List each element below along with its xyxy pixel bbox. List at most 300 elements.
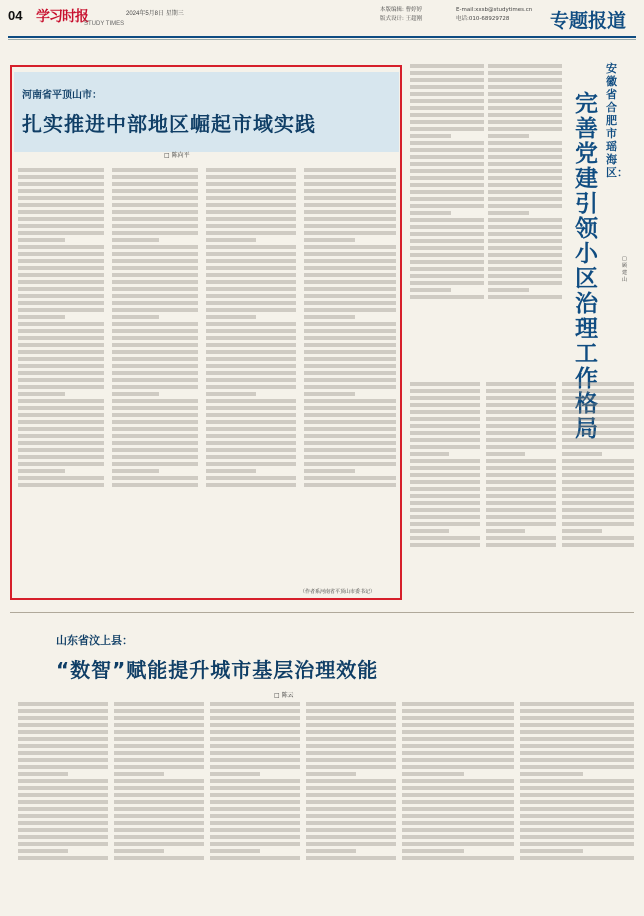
body-text-line (18, 350, 104, 354)
body-text-line (410, 389, 480, 393)
body-text-line (402, 737, 514, 741)
body-text-line (304, 189, 396, 193)
body-text-line (410, 267, 484, 271)
body-text-line (488, 218, 562, 222)
body-text-line (112, 343, 198, 347)
body-text-line (562, 438, 634, 442)
body-text-line (18, 371, 104, 375)
body-text-line (304, 210, 396, 214)
body-text-line (114, 737, 204, 741)
body-text-line (206, 413, 296, 417)
body-text-line (562, 410, 634, 414)
body-text-line (306, 751, 396, 755)
body-text-line (410, 288, 451, 292)
body-text-line (410, 452, 449, 456)
body-text-line (18, 455, 104, 459)
body-text-line (520, 828, 634, 832)
body-text-line (562, 459, 634, 463)
body-text-line (210, 793, 300, 797)
body-text-line (402, 849, 464, 853)
body-text-line (410, 480, 480, 484)
body-text-line (206, 364, 296, 368)
body-text-line (486, 431, 556, 435)
body-text-line (304, 406, 396, 410)
body-text-line (206, 469, 256, 473)
body-text-line (488, 183, 562, 187)
body-text-line (206, 196, 296, 200)
masthead-english: STUDY TIMES (84, 21, 125, 27)
body-text-line (520, 730, 634, 734)
body-text-line (114, 765, 204, 769)
body-text-line (206, 434, 296, 438)
body-text-line (410, 134, 451, 138)
body-text-line (562, 501, 634, 505)
body-text-line (410, 71, 484, 75)
body-text-line (306, 758, 396, 762)
body-text-line (488, 211, 529, 215)
body-text-line (488, 71, 562, 75)
article2-kicker: 安徽省合肥市瑶海区： (606, 62, 628, 179)
body-text-line (562, 494, 634, 498)
body-text-line (18, 434, 104, 438)
body-text-line (562, 417, 634, 421)
body-text-line (402, 786, 514, 790)
body-text-line (114, 828, 204, 832)
body-text-line (112, 336, 198, 340)
body-text-line (18, 441, 104, 445)
body-text-line (18, 364, 104, 368)
body-text-line (210, 744, 300, 748)
body-text-line (304, 224, 396, 228)
body-text-line (112, 203, 198, 207)
body-text-line (206, 259, 296, 263)
body-text-line (410, 494, 480, 498)
body-text-line (306, 765, 396, 769)
body-text-line (206, 217, 296, 221)
body-text-line (206, 322, 296, 326)
body-text-line (112, 175, 198, 179)
body-text-line (18, 385, 104, 389)
body-text-line (520, 821, 634, 825)
body-text-line (112, 441, 198, 445)
designer-line: 版式设计: 王超刚 (380, 16, 423, 22)
body-text-line (18, 294, 104, 298)
body-text-line (210, 758, 300, 762)
body-text-line (304, 413, 396, 417)
body-text-line (306, 821, 396, 825)
body-text-line (112, 259, 198, 263)
body-text-line (112, 189, 198, 193)
body-text-line (18, 231, 104, 235)
body-text-line (206, 350, 296, 354)
body-text-line (402, 758, 514, 762)
body-text-line (18, 343, 104, 347)
body-text-line (112, 462, 198, 466)
body-text-line (206, 406, 296, 410)
body-text-line (520, 800, 634, 804)
body-text-line (18, 315, 65, 319)
body-text-line (112, 231, 198, 235)
article3-byline: □ 陈云 (274, 692, 294, 699)
body-text-line (112, 476, 198, 480)
body-text-line (18, 448, 104, 452)
issue-date: 2024年5月8日 星期三 (126, 11, 184, 17)
body-text-line (486, 487, 556, 491)
body-text-line (488, 155, 562, 159)
body-text-line (562, 480, 634, 484)
body-text-line (488, 190, 562, 194)
body-text-line (206, 378, 296, 382)
body-text-line (114, 772, 164, 776)
body-text-line (410, 127, 484, 131)
body-text-line (402, 723, 514, 727)
body-text-line (18, 751, 108, 755)
body-text-line (206, 399, 296, 403)
body-text-line (562, 529, 602, 533)
body-text-line (114, 842, 204, 846)
body-text-line (18, 800, 108, 804)
body-text-line (210, 702, 300, 706)
body-text-line (112, 308, 198, 312)
body-text-line (562, 424, 634, 428)
body-text-line (112, 483, 198, 487)
body-text-line (304, 364, 396, 368)
article1-body-column (112, 166, 198, 586)
body-text-line (410, 445, 480, 449)
body-text-line (112, 315, 159, 319)
body-text-line (488, 99, 562, 103)
body-text-line (402, 751, 514, 755)
body-text-line (410, 246, 484, 250)
body-text-line (18, 196, 104, 200)
body-text-line (304, 266, 396, 270)
body-text-line (18, 406, 104, 410)
body-text-line (562, 396, 634, 400)
email-line: E-mail:xxsb@studytimes.cn (456, 7, 533, 13)
body-text-line (112, 287, 198, 291)
body-text-line (410, 120, 484, 124)
body-text-line (210, 849, 260, 853)
body-text-line (402, 821, 514, 825)
body-text-line (410, 92, 484, 96)
body-text-line (562, 515, 634, 519)
article3-body-column (402, 700, 514, 910)
body-text-line (206, 483, 296, 487)
body-text-line (304, 476, 396, 480)
body-text-line (304, 238, 355, 242)
body-text-line (114, 807, 204, 811)
body-text-line (520, 849, 583, 853)
body-text-line (18, 189, 104, 193)
body-text-line (206, 287, 296, 291)
body-text-line (18, 378, 104, 382)
body-text-line (488, 204, 562, 208)
body-text-line (488, 246, 562, 250)
body-text-line (18, 709, 108, 713)
body-text-line (18, 849, 68, 853)
article2-headline: 完善党建引领小区治理工作格局 (575, 91, 598, 442)
body-text-line (410, 183, 484, 187)
body-text-line (488, 64, 562, 68)
body-text-line (488, 85, 562, 89)
body-text-line (306, 779, 396, 783)
body-text-line (410, 190, 484, 194)
body-text-line (304, 434, 396, 438)
body-text-line (304, 196, 396, 200)
body-text-line (486, 508, 556, 512)
body-text-line (18, 737, 108, 741)
body-text-line (114, 751, 204, 755)
body-text-line (410, 529, 449, 533)
article1-byline: □ 陈向平 (164, 152, 190, 159)
body-text-line (304, 273, 396, 277)
body-text-line (402, 730, 514, 734)
body-text-line (410, 211, 451, 215)
body-text-line (488, 295, 562, 299)
body-text-line (486, 417, 556, 421)
body-text-line (306, 856, 396, 860)
body-text-line (304, 371, 396, 375)
body-text-line (206, 210, 296, 214)
body-text-line (304, 315, 355, 319)
body-text-line (18, 308, 104, 312)
body-text-line (520, 779, 634, 783)
body-text-line (112, 371, 198, 375)
body-text-line (520, 786, 634, 790)
body-text-line (114, 744, 204, 748)
body-text-line (562, 452, 602, 456)
body-text-line (410, 176, 484, 180)
body-text-line (18, 723, 108, 727)
body-text-line (306, 737, 396, 741)
contact-info (456, 6, 532, 24)
body-text-line (410, 459, 480, 463)
body-text-line (402, 779, 514, 783)
body-text-line (206, 301, 296, 305)
body-text-line (410, 274, 484, 278)
body-text-line (304, 168, 396, 172)
body-text-line (206, 420, 296, 424)
body-text-line (18, 462, 104, 466)
body-text-line (304, 427, 396, 431)
body-text-line (306, 814, 396, 818)
body-text-line (18, 828, 108, 832)
body-text-line (114, 730, 204, 734)
body-text-line (18, 702, 108, 706)
body-text-line (210, 751, 300, 755)
body-text-line (112, 273, 198, 277)
body-text-line (206, 476, 296, 480)
body-text-line (520, 737, 634, 741)
body-text-line (410, 438, 480, 442)
body-text-line (112, 196, 198, 200)
article2-body-column (562, 380, 634, 602)
body-text-line (18, 814, 108, 818)
editor-line: 本版编辑: 曹婷婷 (380, 7, 423, 13)
body-text-line (18, 329, 104, 333)
body-text-line (306, 800, 396, 804)
body-text-line (112, 448, 198, 452)
body-text-line (210, 807, 300, 811)
body-text-line (304, 203, 396, 207)
body-text-line (18, 821, 108, 825)
page-header (0, 0, 644, 40)
body-text-line (206, 357, 296, 361)
body-text-line (206, 336, 296, 340)
body-text-line (488, 267, 562, 271)
body-text-line (112, 469, 159, 473)
body-text-line (18, 266, 104, 270)
body-text-line (18, 175, 104, 179)
body-text-line (206, 231, 296, 235)
article1-kicker: 河南省平顶山市： (22, 90, 102, 101)
body-text-line (306, 730, 396, 734)
body-text-line (402, 716, 514, 720)
body-text-line (410, 155, 484, 159)
body-text-line (18, 336, 104, 340)
body-text-line (112, 427, 198, 431)
article2-byline: □ 顾建山 (622, 256, 628, 283)
body-text-line (410, 417, 480, 421)
body-text-line (18, 399, 104, 403)
body-text-line (18, 238, 65, 242)
body-text-line (520, 702, 634, 706)
body-text-line (210, 828, 300, 832)
body-text-line (488, 176, 562, 180)
body-text-line (206, 427, 296, 431)
body-text-line (304, 441, 396, 445)
body-text-line (304, 259, 396, 263)
body-text-line (18, 357, 104, 361)
body-text-line (562, 522, 634, 526)
header-rule-thin (8, 39, 636, 40)
body-text-line (304, 483, 396, 487)
body-text-line (304, 301, 396, 305)
body-text-line (410, 225, 484, 229)
body-text-line (410, 396, 480, 400)
body-text-line (18, 392, 65, 396)
body-text-line (18, 758, 108, 762)
body-text-line (210, 814, 300, 818)
body-text-line (206, 245, 296, 249)
body-text-line (562, 508, 634, 512)
body-text-line (304, 378, 396, 382)
body-text-line (206, 462, 296, 466)
body-text-line (18, 786, 108, 790)
body-text-line (112, 224, 198, 228)
body-text-line (210, 842, 300, 846)
body-text-line (562, 431, 634, 435)
body-text-line (114, 786, 204, 790)
body-text-line (304, 399, 396, 403)
body-text-line (486, 389, 556, 393)
body-text-line (410, 85, 484, 89)
body-text-line (410, 232, 484, 236)
body-text-line (410, 424, 480, 428)
body-text-line (304, 322, 396, 326)
body-text-line (112, 413, 198, 417)
body-text-line (112, 238, 159, 242)
body-text-line (520, 814, 634, 818)
body-text-line (520, 744, 634, 748)
body-text-line (488, 78, 562, 82)
body-text-line (410, 239, 484, 243)
body-text-line (206, 273, 296, 277)
body-text-line (410, 99, 484, 103)
body-text-line (488, 281, 562, 285)
body-text-line (306, 709, 396, 713)
header-rule (8, 36, 636, 38)
article2-body-column (410, 62, 484, 370)
body-text-line (488, 169, 562, 173)
body-text-line (402, 842, 514, 846)
body-text-line (306, 702, 396, 706)
body-text-line (304, 287, 396, 291)
body-text-line (112, 406, 198, 410)
body-text-line (18, 807, 108, 811)
body-text-line (488, 274, 562, 278)
body-text-line (488, 141, 562, 145)
body-text-line (488, 134, 529, 138)
body-text-line (488, 162, 562, 166)
body-text-line (18, 259, 104, 263)
body-text-line (402, 856, 514, 860)
body-text-line (114, 779, 204, 783)
body-text-line (112, 294, 198, 298)
body-text-line (520, 716, 634, 720)
body-text-line (18, 301, 104, 305)
body-text-line (402, 702, 514, 706)
body-text-line (410, 169, 484, 173)
body-text-line (486, 445, 556, 449)
body-text-line (306, 786, 396, 790)
body-text-line (402, 793, 514, 797)
body-text-line (410, 487, 480, 491)
body-text-line (306, 793, 396, 797)
body-text-line (410, 253, 484, 257)
masthead-logo: 学习时报 (36, 9, 88, 25)
body-text-line (114, 821, 204, 825)
body-text-line (210, 835, 300, 839)
body-text-line (114, 758, 204, 762)
article1-author-note: （作者系河南省平顶山市委书记） (300, 589, 376, 595)
body-text-line (304, 336, 396, 340)
body-text-line (562, 382, 634, 386)
body-text-line (306, 842, 396, 846)
body-text-line (206, 441, 296, 445)
body-text-line (486, 522, 556, 526)
body-text-line (304, 217, 396, 221)
article2-body-column (486, 380, 556, 602)
body-text-line (304, 280, 396, 284)
body-text-line (488, 120, 562, 124)
body-text-line (18, 744, 108, 748)
body-text-line (112, 266, 198, 270)
body-text-line (486, 529, 525, 533)
body-text-line (114, 835, 204, 839)
body-text-line (488, 127, 562, 131)
body-text-line (18, 210, 104, 214)
body-text-line (486, 459, 556, 463)
body-text-line (206, 308, 296, 312)
body-text-line (304, 252, 396, 256)
body-text-line (410, 78, 484, 82)
body-text-line (488, 106, 562, 110)
body-text-line (304, 245, 396, 249)
body-text-line (410, 410, 480, 414)
body-text-line (410, 431, 480, 435)
body-text-line (486, 466, 556, 470)
